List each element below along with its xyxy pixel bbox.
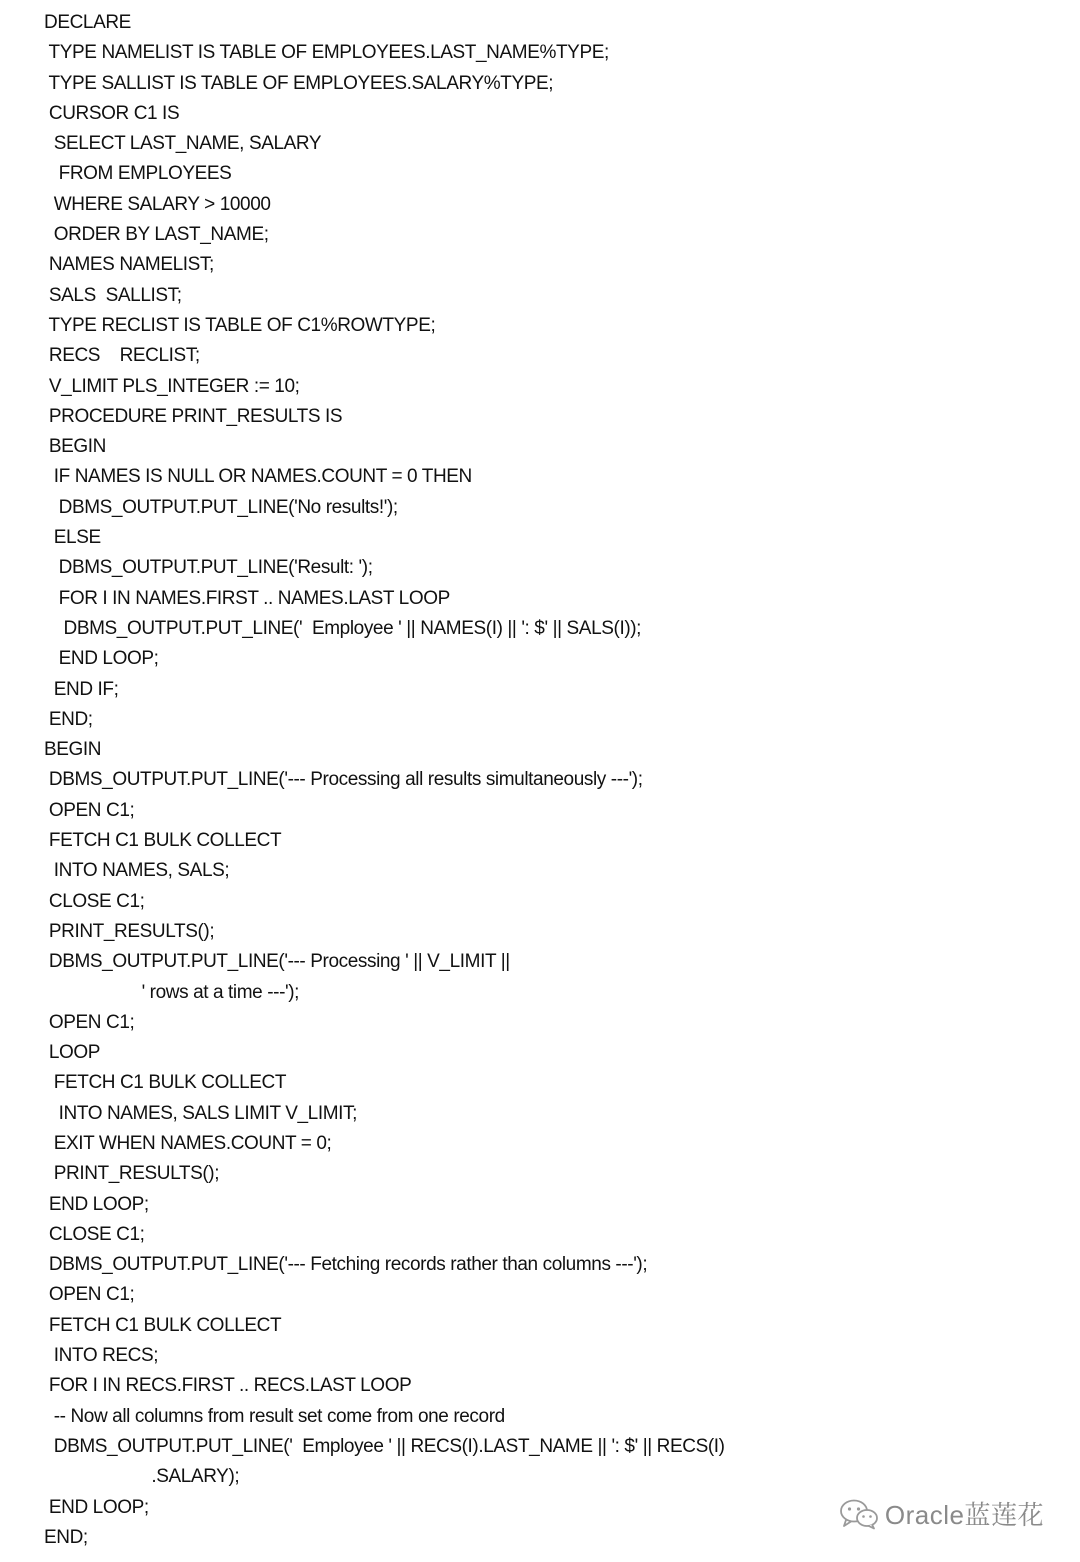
code-line: IF NAMES IS NULL OR NAMES.COUNT = 0 THEN (44, 466, 472, 488)
code-line: BEGIN (44, 739, 102, 761)
code-line: SALS SALLIST; (44, 284, 182, 306)
code-line: BEGIN (44, 436, 107, 458)
code-line: PROCEDURE PRINT_RESULTS IS (44, 405, 343, 427)
code-line: SELECT LAST_NAME, SALARY (44, 133, 322, 155)
code-line: DECLARE (44, 12, 131, 33)
code-line: DBMS_OUTPUT.PUT_LINE('Result: '); (44, 557, 373, 579)
code-line: END LOOP; (44, 648, 159, 670)
code-line: FOR I IN NAMES.FIRST .. NAMES.LAST LOOP (44, 587, 450, 609)
code-line: TYPE RECLIST IS TABLE OF C1%ROWTYPE; (44, 314, 436, 336)
code-line: INTO NAMES, SALS LIMIT V_LIMIT; (44, 1102, 358, 1124)
code-line: OPEN C1; (44, 799, 135, 821)
code-line: RECS RECLIST; (44, 345, 200, 367)
wechat-icon (839, 1498, 879, 1530)
code-line: DBMS_OUTPUT.PUT_LINE('No results!'); (44, 496, 398, 518)
code-line: INTO RECS; (44, 1345, 159, 1367)
code-line: FETCH C1 BULK COLLECT (44, 1314, 282, 1336)
code-line: DBMS_OUTPUT.PUT_LINE('--- Processing all results simultaneously ---'); (44, 769, 643, 791)
code-line: FETCH C1 BULK COLLECT (44, 830, 282, 852)
code-line: END LOOP; (44, 1193, 149, 1215)
code-line: WHERE SALARY > 10000 (44, 193, 271, 215)
code-line: .SALARY); (44, 1466, 240, 1488)
code-line: DBMS_OUTPUT.PUT_LINE('--- Fetching records rather than columns ---'); (44, 1254, 648, 1276)
code-line: DBMS_OUTPUT.PUT_LINE('--- Processing ' || V_LIMIT || (44, 951, 510, 973)
code-line: PRINT_RESULTS(); (44, 920, 215, 942)
code-line: DBMS_OUTPUT.PUT_LINE(' Employee ' || RECS(I).LAST_NAME || ': $' || RECS(I) (44, 1435, 725, 1457)
code-line: NAMES NAMELIST; (44, 254, 214, 276)
code-line: TYPE SALLIST IS TABLE OF EMPLOYEES.SALARY%TYPE; (44, 72, 554, 94)
code-line: LOOP (44, 1042, 101, 1064)
code-line: CURSOR C1 IS (44, 102, 180, 124)
code-line: PRINT_RESULTS(); (44, 1163, 220, 1185)
code-line: V_LIMIT PLS_INTEGER := 10; (44, 375, 300, 397)
code-line: OPEN C1; (44, 1284, 135, 1306)
code-line: END; (44, 708, 93, 730)
code-line: -- Now all columns from result set come from one record (44, 1405, 505, 1427)
code-line: CLOSE C1; (44, 1223, 145, 1245)
watermark-text: Oracle蓝莲花 (884, 1500, 1044, 1530)
code-line: FROM EMPLOYEES (44, 163, 232, 185)
code-line: FETCH C1 BULK COLLECT (44, 1072, 287, 1094)
code-line: ' rows at a time ---'); (44, 981, 300, 1003)
code-line: END IF; (44, 678, 119, 700)
code-line: ELSE (44, 527, 101, 549)
code-line: FOR I IN RECS.FIRST .. RECS.LAST LOOP (44, 1375, 412, 1397)
code-line: END; (44, 1526, 88, 1548)
watermark (839, 1495, 1044, 1532)
code-line: END LOOP; (44, 1496, 149, 1518)
code-line: OPEN C1; (44, 1011, 135, 1033)
code-line: EXIT WHEN NAMES.COUNT = 0; (44, 1132, 332, 1154)
code-line: TYPE NAMELIST IS TABLE OF EMPLOYEES.LAST_NAME%TYPE; (44, 42, 609, 64)
code-line: INTO NAMES, SALS; (44, 860, 230, 882)
code-block (44, 8, 725, 1553)
code-line: ORDER BY LAST_NAME; (44, 224, 269, 246)
code-line: CLOSE C1; (44, 890, 145, 912)
code-line: DBMS_OUTPUT.PUT_LINE(' Employee ' || NAMES(I) || ': $' || SALS(I)); (44, 617, 642, 639)
